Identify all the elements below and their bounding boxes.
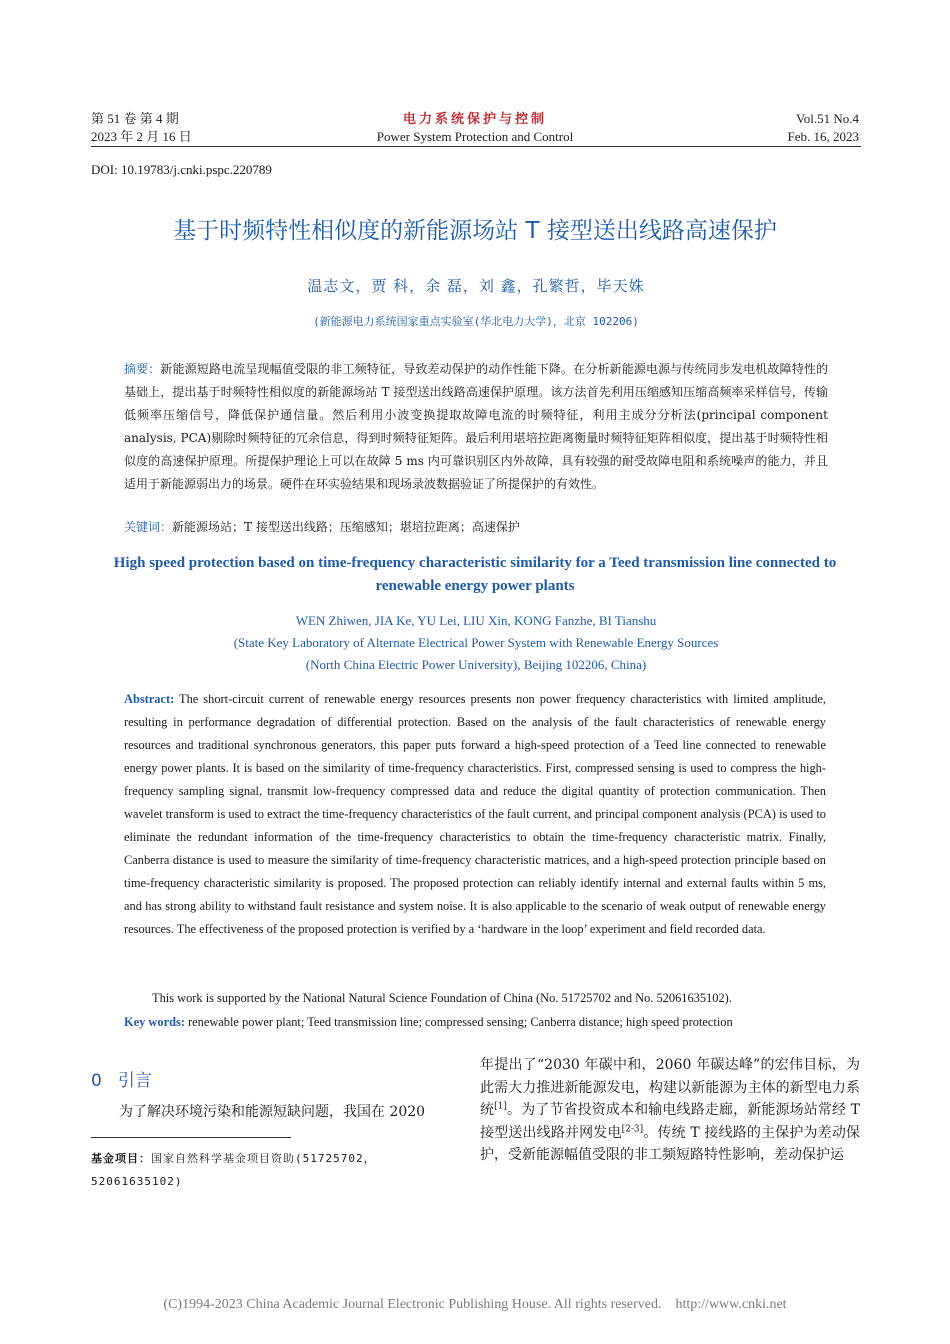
journal-name-en: Power System Protection and Control bbox=[376, 129, 574, 144]
header-volume-en: Vol.51 No.4 bbox=[796, 111, 859, 126]
abstract-cn-label: 摘要： bbox=[124, 362, 161, 376]
abstract-cn bbox=[124, 358, 828, 496]
section-number: 0 bbox=[91, 1071, 102, 1091]
authors-en: WEN Zhiwen, JIA Ke, YU Lei, LIU Xin, KONG Fanzhe, BI Tianshu bbox=[295, 613, 657, 628]
copyright-footer: (C)1994-2023 China Academic Journal Electronic Publishing House. All rights reserved. http://www.cnki.net bbox=[163, 1297, 787, 1312]
header-volume-cn: 第 51 卷 第 4 期 bbox=[91, 111, 179, 126]
keywords-en bbox=[124, 1012, 826, 1032]
citation-ref-1[interactable]: [1] bbox=[494, 1101, 507, 1112]
section-heading-introduction bbox=[91, 1066, 152, 1091]
intro-paragraph-right bbox=[480, 1054, 860, 1167]
affiliation-cn: (新能源电力系统国家重点实验室(华北电力大学)，北京 102206) bbox=[313, 315, 639, 328]
abstract-en bbox=[124, 688, 826, 941]
intro-right-part2: 。为了节省投资成本和输电线路走廊，新能源场站常经 T 接型送出线路并网发电 bbox=[480, 1102, 861, 1141]
affiliation-en-line1: (State Key Laboratory of Alternate Electrical Power System with Renewable Energy Sources bbox=[233, 635, 719, 650]
fund-footnote bbox=[91, 1147, 463, 1193]
intro-paragraph-left: 为了解决环境污染和能源短缺问题，我国在 2020 bbox=[119, 1104, 426, 1120]
doi: DOI: 10.19783/j.cnki.pspc.220789 bbox=[91, 162, 272, 177]
header-issue-info-en bbox=[788, 110, 860, 146]
paper-title-en: High speed protection based on time-frequency characteristic similarity for a Teed transmission line connected to renewable energy power plants bbox=[113, 555, 837, 594]
intro-right-part3: 。传统 T 接线路的主保护为差动保护，受新能源幅值受限的非工频短路特性影响，差动保护运 bbox=[480, 1124, 860, 1164]
section-title: 引言 bbox=[117, 1071, 152, 1091]
authors-cn: 温志文，贾 科，余 磊，刘 鑫，孔繁哲，毕天姝 bbox=[307, 277, 645, 295]
intro-right-part1: 年提出了“2030 年碳中和，2060 年碳达峰”的宏伟目标，为此需大力推进新能源发电，构建以新能源为主体的新型电力系统 bbox=[480, 1057, 860, 1119]
fund-text: 国家自然科学基金项目资助(51725702，52061635102) bbox=[91, 1152, 376, 1188]
header-rule bbox=[91, 146, 861, 147]
abstract-en-text: The short-circuit current of renewable energy resources presents non power frequency characteristics with limited amplitude, resulting in performance degradation of differential protection. Based on the analysis of the fault characteristics of renewable energy resources and traditional synchronous generators, this paper puts forward a high-speed protection of a Teed line connected to renewable energy power plants. It is based on the similarity of time-frequency characteristics. First, compressed sensing is used to compress the high-frequency sampling signal, transmit low-frequency compressed data and reduce the digital quantity of protection communication. Then wavelet transform is used to extract the time-frequency characteristics of the fault current, and principal component analysis (PCA) is used to eliminate the redundant information of the time-frequency characteristics to obtain the time-frequency characteristic matrix. Finally, Canberra distance is used to measure the similarity of time-frequency characteristic matrices, and a high-speed protection principle based on time-frequency characteristic similarity is proposed. The proposed protection can reliably identify internal and external faults within 5 ms, and has strong ability to withstand fault resistance and system noise. It is also applicable to the scenario of weak output of renewable energy resources. The effectiveness of the proposed protection is verified by a ‘hardware in the loop’ experiment and field recorded data. bbox=[124, 692, 826, 936]
abstract-en-label: Abstract: bbox=[124, 692, 175, 706]
abstract-cn-text: 新能源短路电流呈现幅值受限的非工频特征，导致差动保护的动作性能下降。在分析新能源电源与传统同步发电机故障特性的基础上，提出基于时频特性相似度的新能源场站 T 接型送出线路高速保护原理。该方法首先利用压缩感知压缩高频率采样信号，传输低频率压缩信号，降低保护通信量。然后利用小波变换提取故障电流的时频特征，利用主成分分析法(principal component analysis, PCA)剔除时频特征的冗余信息，得到时频特征矩阵。最后利用堪培拉距离衡量时频特征矩阵相似度，提出基于时频特性相似度的高速保护原理。所提保护理论上可以在故障 5 ms 内可靠识别区内外故障，具有较强的耐受故障电阻和系统噪声的能力，并且适用于新能源弱出力的场景。硬件在环实验结果和现场录波数据验证了所提保护的有效性。 bbox=[124, 362, 828, 491]
paper-title-cn: 基于时频特性相似度的新能源场站 T 接型送出线路高速保护 bbox=[173, 218, 777, 244]
keywords-cn bbox=[124, 517, 828, 537]
citation-ref-2[interactable]: [2-3] bbox=[621, 1124, 644, 1135]
affiliation-en-line2: (North China Electric Power University), Beijing 102206, China) bbox=[305, 657, 647, 672]
journal-name-cn: 电力系统保护与控制 bbox=[402, 111, 547, 126]
header-journal bbox=[300, 110, 650, 146]
keywords-en-label: Key words: bbox=[124, 1015, 185, 1029]
footnote-rule bbox=[91, 1137, 291, 1138]
keywords-en-text: renewable power plant; Teed transmission line; compressed sensing; Canberra distance; high speed protection bbox=[188, 1015, 733, 1029]
funding-statement-en: This work is supported by the National Natural Science Foundation of China (No. 51725702 and No. 52061635102). bbox=[152, 991, 732, 1005]
header-date-cn: 2023 年 2 月 16 日 bbox=[91, 129, 192, 144]
fund-label: 基金项目： bbox=[91, 1152, 151, 1165]
header-issue-info bbox=[91, 110, 192, 146]
keywords-cn-text: 新能源场站；T 接型送出线路；压缩感知；堪培拉距离；高速保护 bbox=[172, 520, 520, 534]
header-date-en: Feb. 16, 2023 bbox=[787, 129, 859, 144]
keywords-cn-label: 关键词： bbox=[124, 520, 173, 534]
